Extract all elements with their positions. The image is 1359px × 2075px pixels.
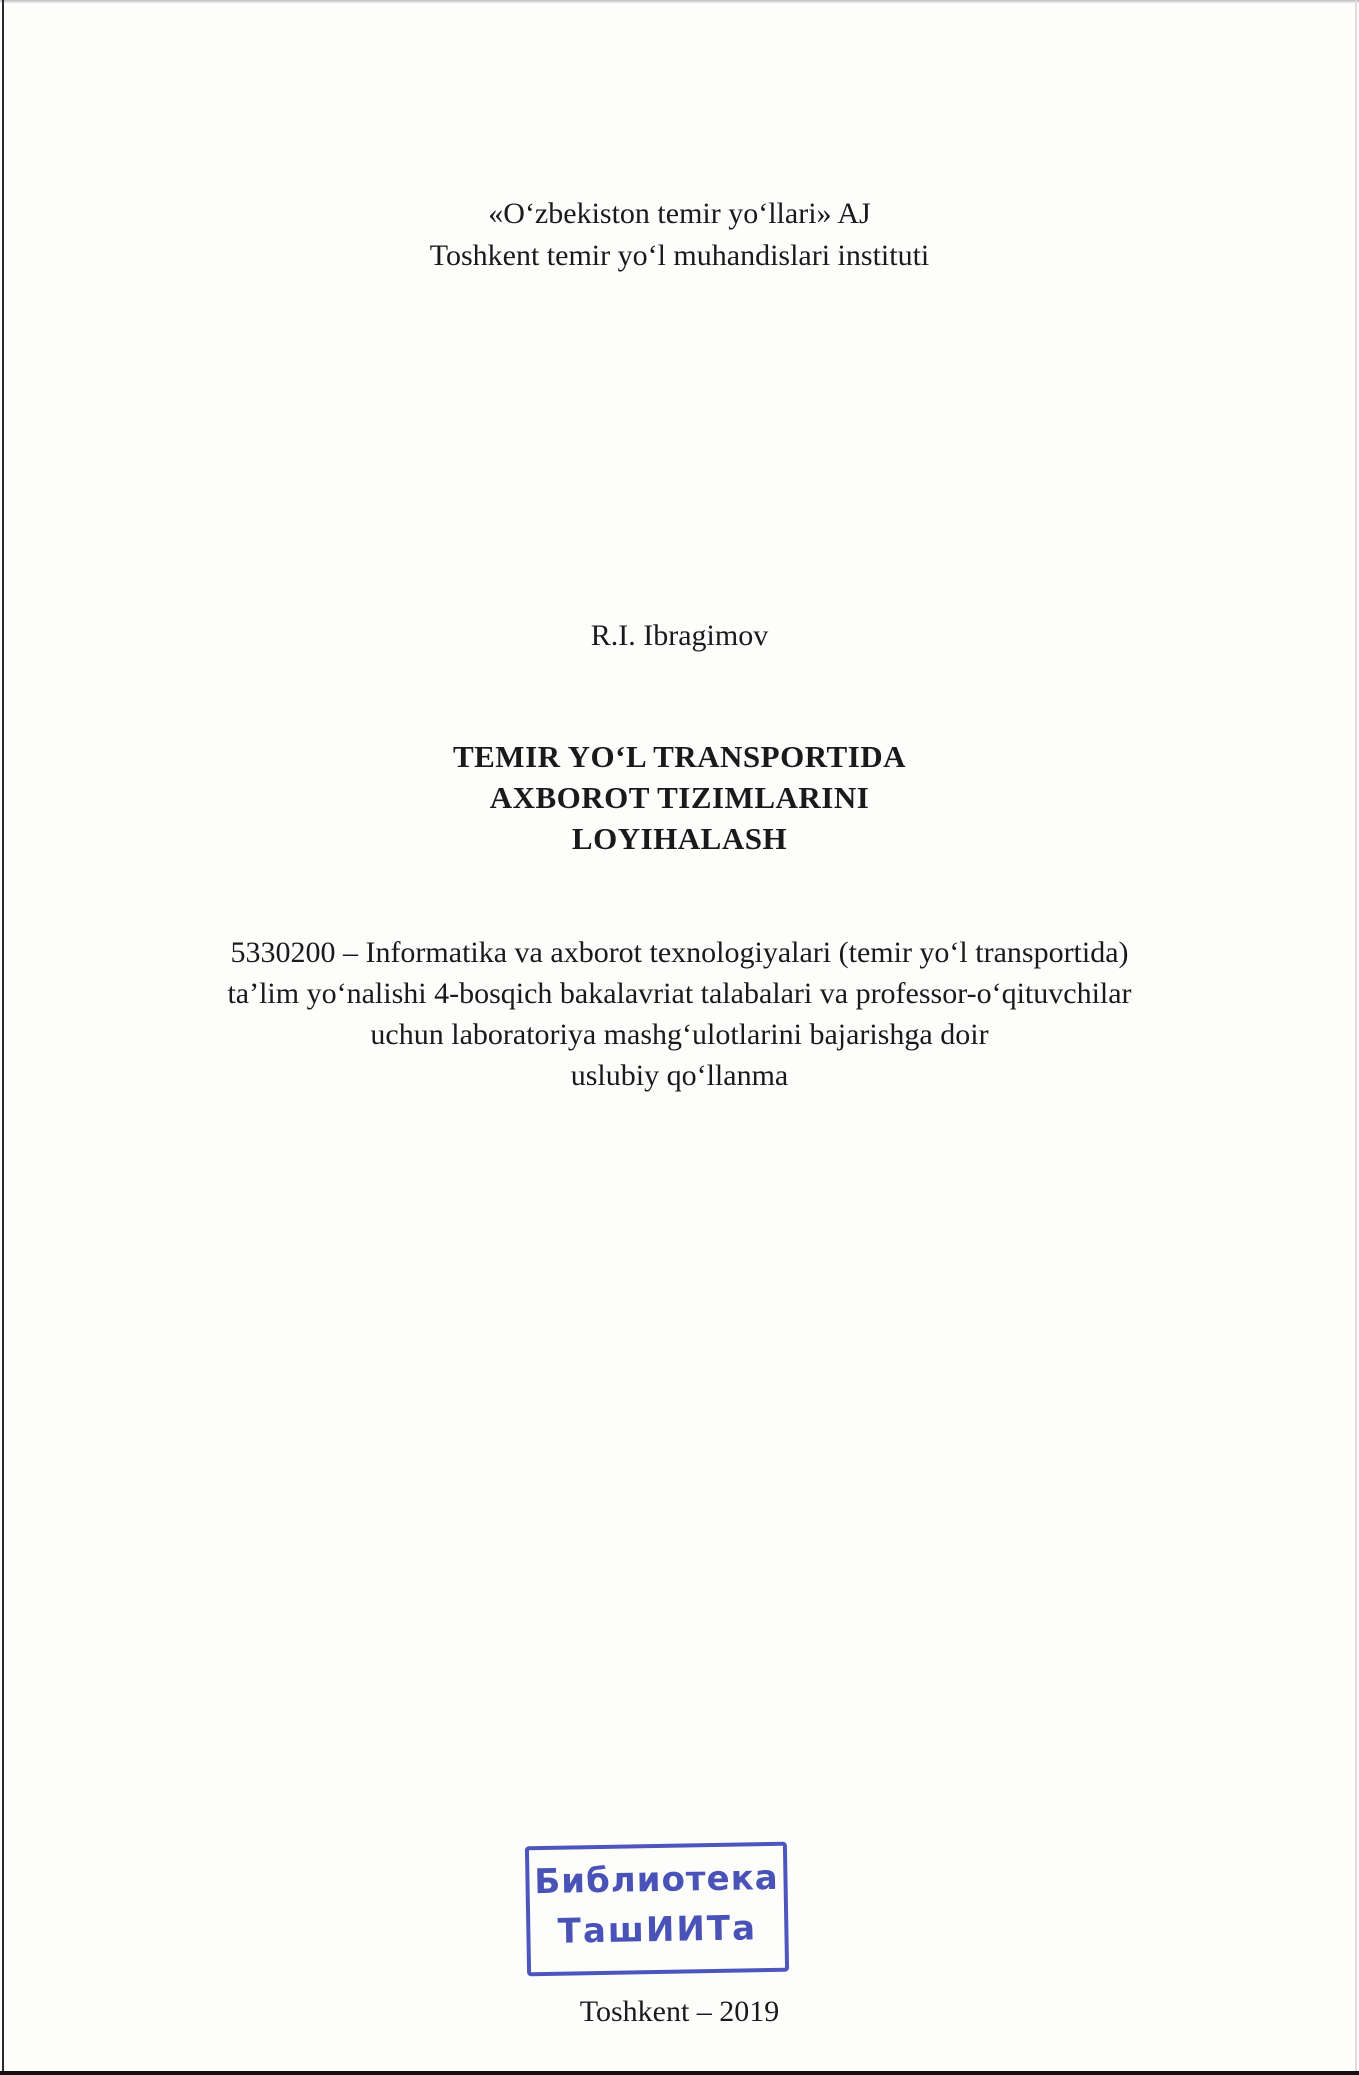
stamp-line-2: ТашИИТа — [557, 1908, 758, 1952]
book-title-line-1: TEMIR YO‘L TRANSPORTIDA — [452, 739, 907, 774]
book-title-line-2: AXBOROT TIZIMLARINI — [489, 780, 870, 815]
organization-name: «O‘zbekiston temir yo‘llari» AJ — [488, 197, 871, 230]
city-year: Toshkent – 2019 — [579, 1995, 780, 2028]
description-line-2: ta’lim yo‘nalishi 4-bosqich bakalavriat talabalari va professor-o‘qituvchilar — [227, 977, 1132, 1010]
book-title-line-3: LOYIHALASH — [571, 821, 788, 856]
description-line-4: uslubiy qo‘llanma — [570, 1059, 789, 1092]
library-stamp — [525, 1842, 789, 1977]
description-line-1: 5330200 – Informatika va axborot texnologiyalari (temir yo‘l transportida) — [230, 936, 1129, 969]
stamp-line-1: Библиотека — [533, 1857, 779, 1903]
scan-edge-top — [0, 0, 1359, 3]
institute-name: Toshkent temir yo‘l muhandislari instituti — [429, 239, 930, 272]
author-name: R.I. Ibragimov — [590, 619, 769, 652]
description-line-3: uchun laboratoriya mashg‘ulotlarini bajarishga doir — [370, 1018, 989, 1051]
scan-edge-bottom — [0, 2071, 1359, 2075]
